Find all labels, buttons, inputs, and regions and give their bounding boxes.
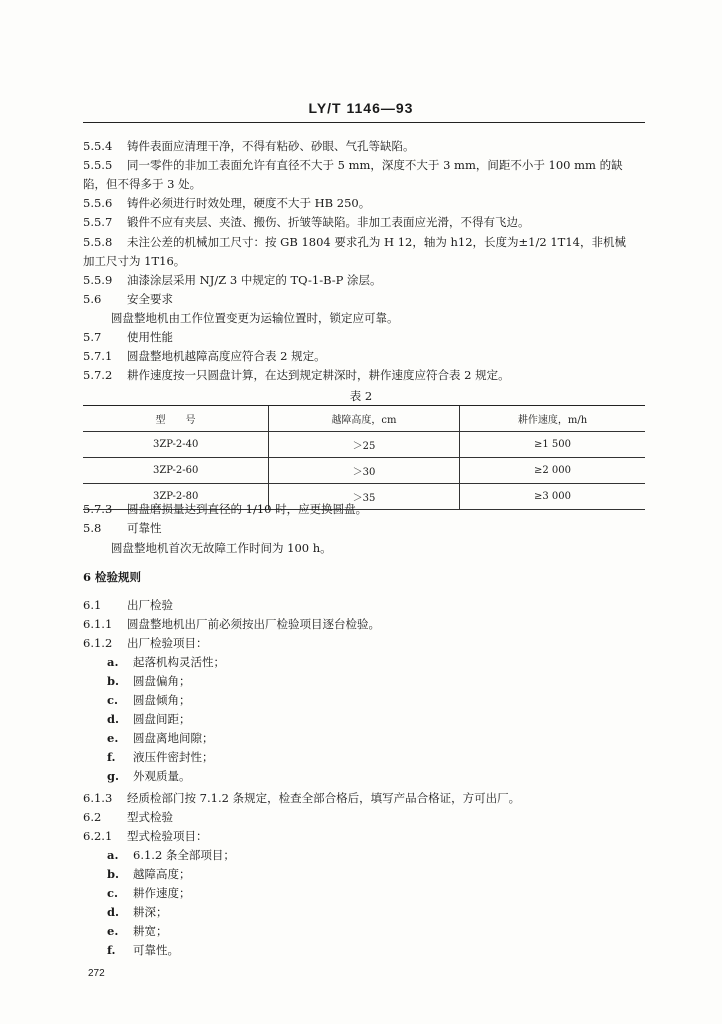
list-item: f. 液压件密封性；: [107, 750, 214, 764]
cell-speed: ≥1 500: [460, 432, 645, 458]
list-item: e. 圆盘离地间隙；: [107, 731, 214, 745]
list-item: e. 耕宽；: [107, 924, 168, 938]
clause-heading: 5.8 可靠性: [83, 521, 162, 535]
list-item: c. 耕作速度；: [107, 886, 191, 900]
list-item: b. 越障高度；: [107, 867, 191, 881]
clause-line: 5.5.7 锻件不应有夹层、夹渣、搬伤、折皱等缺陷。非加工表面应光滑，不得有飞边。: [83, 215, 530, 229]
clause-heading: 6.2 型式检验: [83, 810, 173, 824]
table-header-row: [83, 406, 645, 432]
table-row: [83, 458, 645, 484]
cell-speed: ≥2 000: [460, 458, 645, 484]
clause-line: 6.2.1 型式检验项目：: [83, 829, 208, 843]
cell-speed: ≥3 000: [460, 484, 645, 510]
clause-line: 5.5.6 铸件必须进行时效处理，硬度不大于 HB 250。: [83, 196, 371, 210]
cell-clearance: ＞30: [268, 458, 459, 484]
clause-line: 5.5.9 油漆涂层采用 NJ/Z 3 中规定的 TQ-1-B-P 涂层。: [83, 273, 382, 287]
section-title: 6 检验规则: [83, 570, 142, 584]
cell-clearance: ＞35: [268, 484, 459, 510]
col-header-model: 型 号: [83, 406, 268, 432]
clause-line: 6.1.1 圆盘整地机出厂前必须按出厂检验项目逐台检验。: [83, 617, 380, 631]
header-rule: [83, 122, 645, 123]
clause-line: 5.5.8 未注公差的机械加工尺寸：按 GB 1804 要求孔为 H 12，轴为 h12，长度为±1/2 1T14，非机械: [83, 235, 626, 249]
clause-line: 5.7.1 圆盘整地机越障高度应符合表 2 规定。: [83, 349, 326, 363]
list-item: d. 耕深；: [107, 905, 168, 919]
col-header-clearance: 越障高度，cm: [268, 406, 459, 432]
cell-clearance: ＞25: [268, 432, 459, 458]
list-item: c. 圆盘倾角；: [107, 693, 191, 707]
list-item: b. 圆盘偏角；: [107, 674, 191, 688]
clause-line: 5.5.5 同一零件的非加工表面允许有直径不大于 5 mm，深度不大于 3 mm，间距不小于 100 mm 的缺: [83, 158, 623, 172]
list-item: a. 6.1.2 条全部项目；: [107, 848, 235, 862]
list-item: f. 可靠性。: [107, 943, 179, 957]
list-item: d. 圆盘间距；: [107, 712, 191, 726]
table-2: [83, 405, 645, 510]
clause-line: 6.1.3 经质检部门按 7.1.2 条规定，检查全部合格后，填写产品合格证，方可出厂。: [83, 791, 521, 805]
list-item: a. 起落机构灵活性；: [107, 655, 225, 669]
clause-line-cont: 加工尺寸为 1T16。: [83, 254, 186, 268]
clause-line: 5.7.3 圆盘磨损量达到直径的 1/10 时，应更换圆盘。: [83, 502, 368, 516]
table-caption: 表 2: [349, 389, 373, 403]
cell-model: 3ZP-2-40: [83, 432, 268, 458]
clause-heading: 6.1 出厂检验: [83, 598, 173, 612]
clause-heading: 5.7 使用性能: [83, 330, 173, 344]
clause-line: 5.5.4 铸件表面应清理干净，不得有粘砂、砂眼、气孔等缺陷。: [83, 139, 415, 153]
page-header: LY/T 1146—93: [308, 100, 414, 116]
clause-line: 6.1.2 出厂检验项目：: [83, 636, 208, 650]
cell-model: 3ZP-2-60: [83, 458, 268, 484]
list-item: g. 外观质量。: [107, 769, 191, 783]
table-row: [83, 432, 645, 458]
clause-heading: 5.6 安全要求: [83, 292, 173, 306]
clause-line: 5.7.2 耕作速度按一只圆盘计算，在达到规定耕深时，耕作速度应符合表 2 规定。: [83, 368, 510, 382]
page-number: 272: [88, 968, 105, 979]
clause-body: 圆盘整地机首次无故障工作时间为 100 h。: [111, 541, 332, 555]
clause-body: 圆盘整地机由工作位置变更为运输位置时，锁定应可靠。: [111, 311, 399, 325]
cell-model: 3ZP-2-80: [83, 484, 268, 510]
col-header-speed: 耕作速度，m/h: [460, 406, 645, 432]
clause-line-cont: 陷，但不得多于 3 处。: [83, 177, 202, 191]
